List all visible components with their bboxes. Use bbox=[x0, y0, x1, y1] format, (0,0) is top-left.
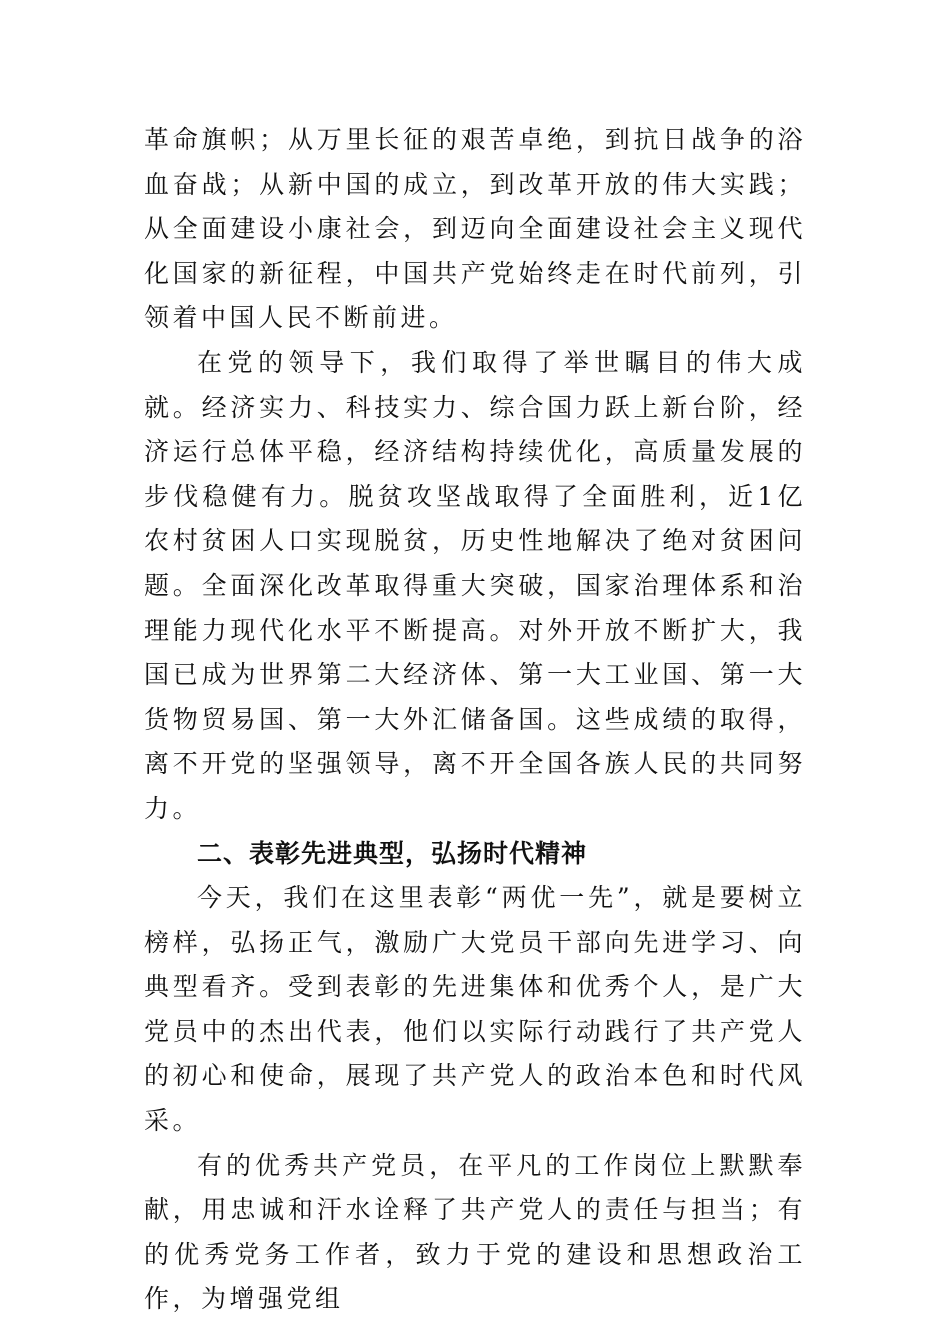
section-heading-2: 二、表彰先进典型，弘扬时代精神 bbox=[197, 838, 588, 868]
document-body bbox=[144, 118, 806, 1322]
paragraph-commendation: 今天，我们在这里表彰“两优一先”，就是要树立榜样，弘扬正气，激励广大党员干部向先进学习、向典型看齐。受到表彰的先进集体和优秀个人，是广大党员中的杰出代表，他们以实际行动践行了共产党人的初心和使命，展现了共产党人的政治本色和时代风采。 bbox=[144, 883, 806, 1136]
paragraph-excellent-members: 有的优秀共产党员，在平凡的工作岗位上默默奉献，用忠诚和汗水诠释了共产党人的责任与担当；有的优秀党务工作者，致力于党的建设和思想政治工作，为增强党组 bbox=[144, 1150, 806, 1314]
paragraph-revolution-history: 革命旗帜；从万里长征的艰苦卓绝，到抗日战争的浴血奋战；从新中国的成立，到改革开放的伟大实践；从全面建设小康社会，到迈向全面建设社会主义现代化国家的新征程，中国共产党始终走在时代前列，引领着中国人民不断前进。 bbox=[144, 125, 806, 333]
paragraph-achievements: 在党的领导下，我们取得了举世瞩目的伟大成就。经济实力、科技实力、综合国力跃上新台阶，经济运行总体平稳，经济结构持续优化，高质量发展的步伐稳健有力。脱贫攻坚战取得了全面胜利，近1亿农村贫困人口实现脱贫，历史性地解决了绝对贫困问题。全面深化改革取得重大突破，国家治理体系和治理能力现代化水平不断提高。对外开放不断扩大，我国已成为世界第二大经济体、第一大工业国、第一大货物贸易国、第一大外汇储备国。这些成绩的取得，离不开党的坚强领导，离不开全国各族人民的共同努力。 bbox=[144, 347, 806, 823]
